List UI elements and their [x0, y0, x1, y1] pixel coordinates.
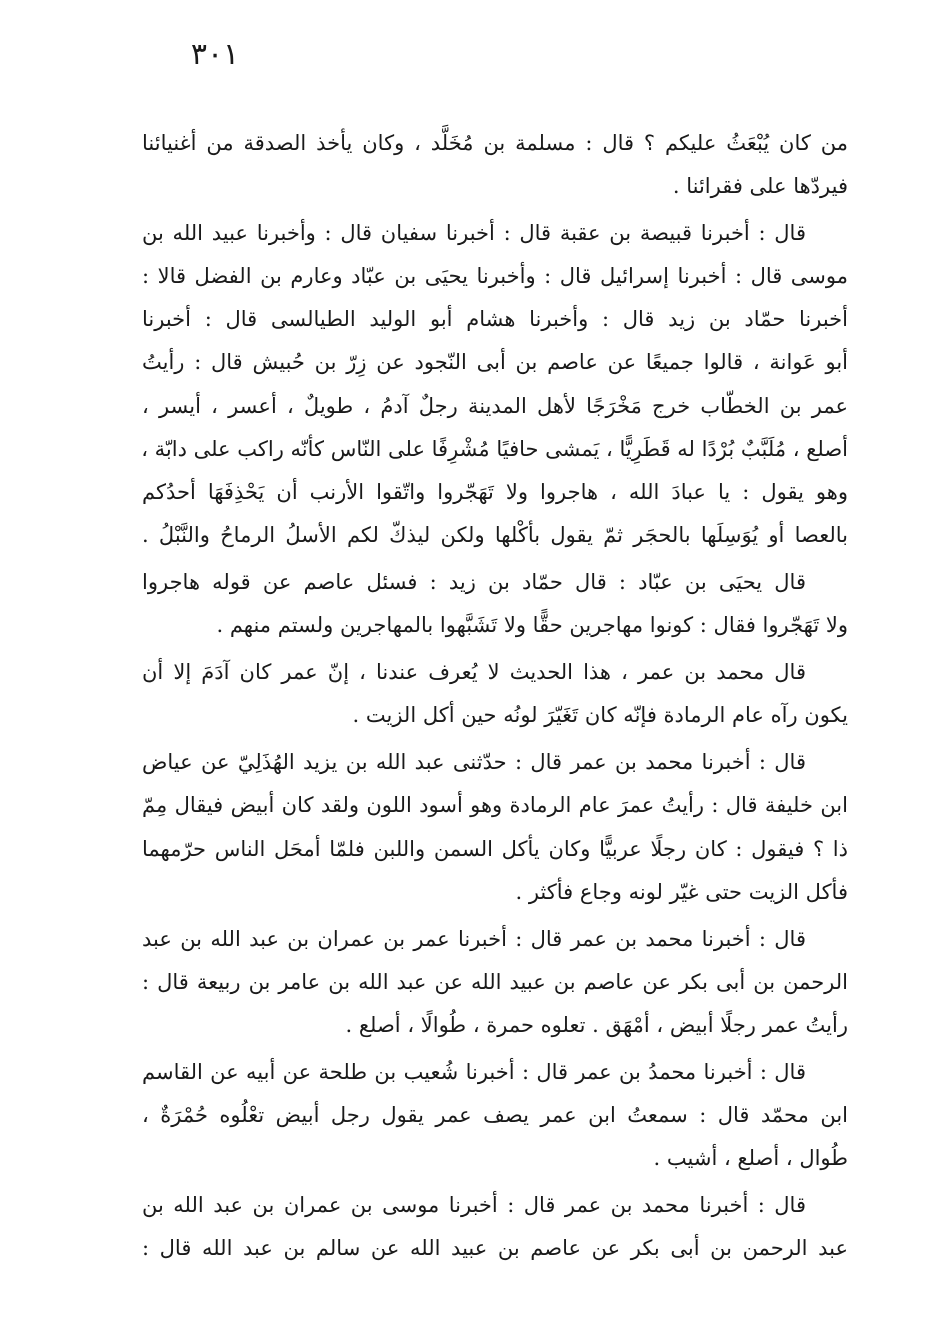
text-line: من كان يُبْعَثُ عليكم ؟ قال : مسلمة بن مُخَلَّد ، وكان يأخذ الصدقة من أغنيائنا	[142, 131, 848, 155]
text-line: قال : أخبرنا قبيصة بن عقبة قال : أخبرنا سفيان قال : وأخبرنا عبيد الله بن	[142, 221, 806, 246]
paragraph	[142, 1051, 848, 1180]
text-line: طُوال ، أصلع ، أشيب .	[653, 1146, 848, 1171]
text-line: قال : أخبرنا محمد بن عمر قال : حدّثنى عبد الله بن يزيد الهُذَلِيّ عن عياض	[142, 750, 806, 775]
text-line: ولا تَهَجّروا فقال : كونوا مهاجرين حقًّا ولا تَشَبَّهوا بالمهاجرين ولستم منهم .	[216, 613, 848, 638]
text-line: ابن خليفة قال : رأيتُ عمرَ عام الرمادة وهو أسود اللون ولقد كان أبيض فيقال مِمّ	[142, 793, 848, 818]
page-number: ٣٠١	[190, 37, 240, 72]
text-line: فأكل الزيت حتى غيّر لونه وجاع فأكثر .	[515, 879, 848, 904]
text-line: قال محمد بن عمر ، هذا الحديث لا يُعرف عندنا ، إنّ عمر كان آدَمَ إلا أن	[142, 660, 806, 685]
paragraph	[142, 1184, 848, 1270]
text-line: ابن محمّد قال : سمعتُ ابن عمر يصف عمر يقول رجل أبيض تعْلُوه حُمْرَةٌ ،	[142, 1103, 848, 1128]
paragraph	[142, 651, 848, 737]
paragraph	[142, 212, 848, 557]
text-line: يكون رآه عام الرمادة فإنّه كان تَغَيّرَ لونُه حين أكل الزيت .	[352, 703, 848, 728]
paragraph	[142, 561, 848, 647]
paragraph	[142, 918, 848, 1047]
page-body-text	[142, 122, 848, 1270]
text-line: عبد الرحمن بن أبى بكر عن عاصم بن عبيد الله عن سالم بن عبد الله قال :	[142, 1236, 848, 1261]
text-line: أبو عَوانة ، قالوا جميعًا عن عاصم بن أبى النّجود عن زِرّ بن حُبيش قال : رأيتُ	[142, 350, 848, 375]
text-line: أخبرنا حمّاد بن زيد قال : وأخبرنا هشام أبو الوليد الطيالسى قال : أخبرنا	[142, 307, 848, 332]
text-line: أصلع ، مُلَبَّبٌ بُرْدًا له قَطَرِيًّا ، يَمشى حافيًا مُشْرِفًا على النّاس كأنّه راكب على دابّة ،	[141, 436, 848, 461]
paragraph	[142, 122, 848, 208]
text-line: قال : أخبرنا محمد بن عمر قال : أخبرنا موسى بن عمران بن عبد الله بن	[142, 1193, 806, 1218]
paragraph	[142, 741, 848, 913]
text-line: رأيتُ عمر رجلًا أبيض ، أمْهَق . تعلوه حمرة ، طُوالًا ، أصلع .	[345, 1012, 848, 1037]
text-line: فيردّها على فقرائنا .	[672, 174, 848, 199]
text-line: قال : أخبرنا محمد بن عمر قال : أخبرنا عمر بن عمران بن عبد الله بن عبد	[142, 926, 806, 951]
text-line: عمر بن الخطّاب خرج مَخْرَجًا لأهل المدينة رجلٌ آدمُ ، طويلٌ ، أعسر ، أيسر ،	[142, 393, 848, 418]
text-line: قال : أخبرنا محمدُ بن عمر قال : أخبرنا شُعيب بن طلحة عن أبيه عن القاسم	[142, 1059, 806, 1084]
text-line: قال يحيَى بن عبّاد : قال حمّاد بن زيد : فسئل عاصم عن قوله هاجروا	[142, 569, 806, 594]
text-line: بالعصا أو يُوَسِلَها بالحجَر ثمّ يقول بأكْلها ولكن ليذكّ لكم الأسلُ الرماحُ والنَّبْلُ .	[142, 522, 848, 547]
text-line: ذا ؟ فيقول : كان رجلًا عربيًّا وكان يأكل السمن واللبن فلمّا أمحَل الناس حرّمهما	[142, 836, 848, 861]
text-line: موسى قال : أخبرنا إسرائيل قال : وأخبرنا يحيَى بن عبّاد وعارم بن الفضل قالا :	[142, 264, 848, 289]
text-line: وهو يقول : يا عبادَ الله ، هاجروا ولا تَهَجّروا واتّقوا الأرنب أن يَحْذِفَهَا أحدُكم	[142, 479, 848, 504]
text-line: الرحمن بن أبى بكر عن عاصم بن عبيد الله عن عبد الله بن عامر بن ربيعة قال :	[142, 969, 848, 994]
